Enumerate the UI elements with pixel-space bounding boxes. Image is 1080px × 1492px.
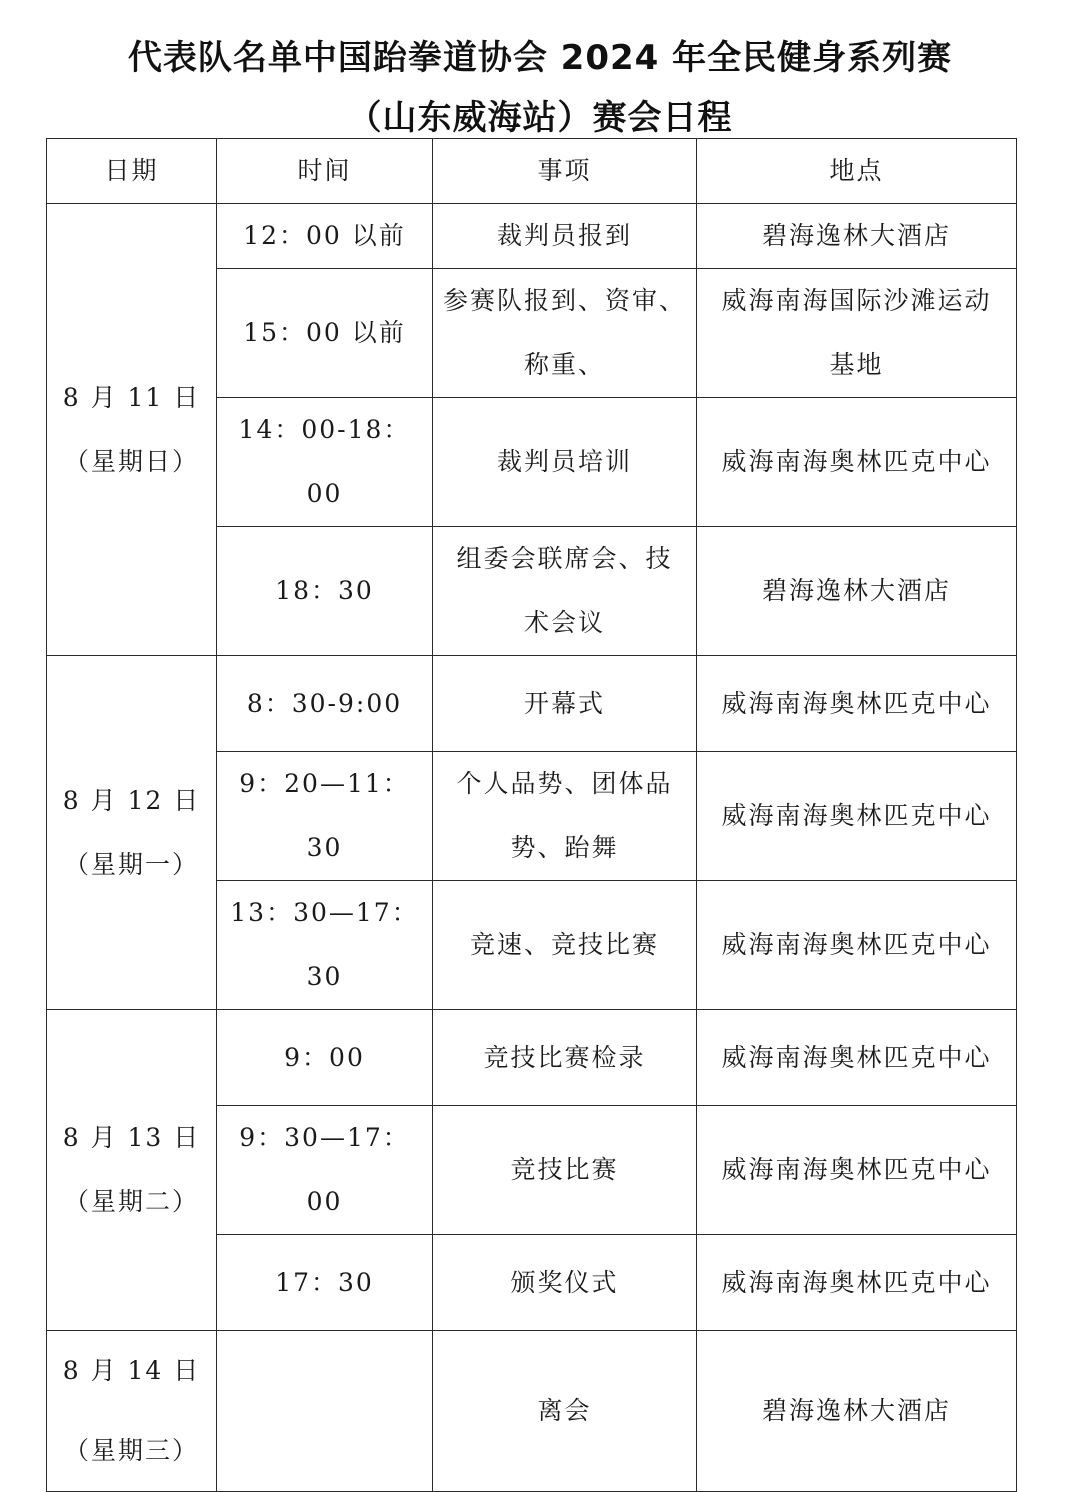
time-cell: 13：30—17：30 — [217, 881, 433, 1010]
date-cell — [47, 1331, 217, 1492]
venue-cell — [697, 1235, 1017, 1331]
event-text-line: 竞技比赛 — [510, 1155, 619, 1184]
weekday-label: （星期一） — [63, 849, 199, 879]
venue-text-line: 威海南海奥林匹克中心 — [721, 1155, 992, 1184]
time-cell: 18：30 — [217, 527, 433, 656]
venue-cell — [697, 204, 1017, 269]
venue-text-line: 威海南海奥林匹克中心 — [721, 1267, 992, 1297]
event-text-line: 参赛队报到、资审、 — [442, 286, 686, 315]
time-cell: 9：00 — [217, 1010, 433, 1106]
event-cell — [433, 752, 697, 881]
event-cell — [433, 656, 697, 752]
weekday-label: （星期二） — [63, 1187, 199, 1216]
schedule-body — [47, 204, 1017, 1492]
event-cell — [433, 398, 697, 527]
event-text-line: 个人品势、团体品 — [456, 769, 673, 798]
date-label: 8 月 14 日 — [62, 1356, 201, 1385]
event-text-line: 组委会联席会、技 — [456, 544, 673, 573]
venue-cell — [697, 752, 1017, 881]
venue-text-line: 威海南海奥林匹克中心 — [721, 930, 992, 959]
date-label: 8 月 12 日 — [62, 785, 201, 815]
header-event: 事项 — [433, 139, 697, 204]
table-row — [47, 1010, 1017, 1106]
venue-cell — [697, 881, 1017, 1010]
event-cell — [433, 1331, 697, 1492]
event-cell — [433, 1106, 697, 1235]
event-text-line: 离会 — [537, 1396, 592, 1425]
venue-text-line: 碧海逸林大酒店 — [761, 576, 951, 605]
event-cell — [433, 527, 697, 656]
weekday-label: （星期日） — [63, 446, 199, 476]
event-text-line: 裁判员报到 — [496, 221, 632, 250]
venue-text-line: 威海南海奥林匹克中心 — [721, 447, 992, 476]
table-row — [47, 204, 1017, 269]
event-text-line: 颁奖仪式 — [510, 1267, 619, 1297]
header-time: 时间 — [217, 139, 433, 204]
event-text-line: 裁判员培训 — [496, 447, 632, 476]
venue-text-line: 碧海逸林大酒店 — [761, 1396, 951, 1425]
venue-text-line: 威海南海国际沙滩运动 — [721, 286, 992, 315]
weekday-label: （星期三） — [63, 1436, 199, 1465]
document-title-line-1: 代表队名单中国跆拳道协会 2024 年全民健身系列赛 — [127, 38, 953, 78]
venue-cell — [697, 527, 1017, 656]
header-venue: 地点 — [697, 139, 1017, 204]
venue-cell — [697, 398, 1017, 527]
event-cell — [433, 1010, 697, 1106]
venue-text-line: 基地 — [829, 350, 884, 379]
event-cell — [433, 269, 697, 398]
event-cell — [433, 204, 697, 269]
date-label: 8 月 11 日 — [62, 382, 201, 412]
venue-text-line: 威海南海奥林匹克中心 — [721, 801, 992, 830]
document-title-line-2: （山东威海站）赛会日程 — [347, 98, 733, 138]
time-cell: 12：00 以前 — [217, 204, 433, 269]
header-row — [47, 139, 1017, 204]
date-cell — [47, 1010, 217, 1331]
time-cell — [217, 1331, 433, 1492]
event-cell — [433, 1235, 697, 1331]
venue-cell — [697, 1010, 1017, 1106]
event-text-line: 势、跆舞 — [510, 833, 619, 862]
event-text-line: 称重、 — [523, 350, 605, 379]
venue-cell — [697, 656, 1017, 752]
event-text-line: 竞技比赛检录 — [483, 1042, 646, 1072]
venue-cell — [697, 1106, 1017, 1235]
time-cell: 9：30—17：00 — [217, 1106, 433, 1235]
date-cell — [47, 204, 217, 656]
date-cell — [47, 656, 217, 1010]
event-text-line: 术会议 — [523, 608, 605, 637]
venue-text-line: 威海南海奥林匹克中心 — [721, 688, 992, 718]
venue-cell — [697, 269, 1017, 398]
venue-text-line: 碧海逸林大酒店 — [761, 221, 951, 250]
time-cell: 17：30 — [217, 1235, 433, 1331]
time-cell: 9：20—11：30 — [217, 752, 433, 881]
event-text-line: 竞速、竞技比赛 — [469, 930, 659, 959]
table-row — [47, 1331, 1017, 1492]
time-cell: 15：00 以前 — [217, 269, 433, 398]
time-cell: 8：30-9:00 — [217, 656, 433, 752]
time-cell: 14：00-18：00 — [217, 398, 433, 527]
header-date: 日期 — [47, 139, 217, 204]
event-cell — [433, 881, 697, 1010]
venue-text-line: 威海南海奥林匹克中心 — [721, 1042, 992, 1072]
table-row — [47, 656, 1017, 752]
event-text-line: 开幕式 — [523, 688, 605, 718]
date-label: 8 月 13 日 — [62, 1123, 201, 1152]
venue-cell — [697, 1331, 1017, 1492]
schedule-table — [46, 138, 1017, 1492]
